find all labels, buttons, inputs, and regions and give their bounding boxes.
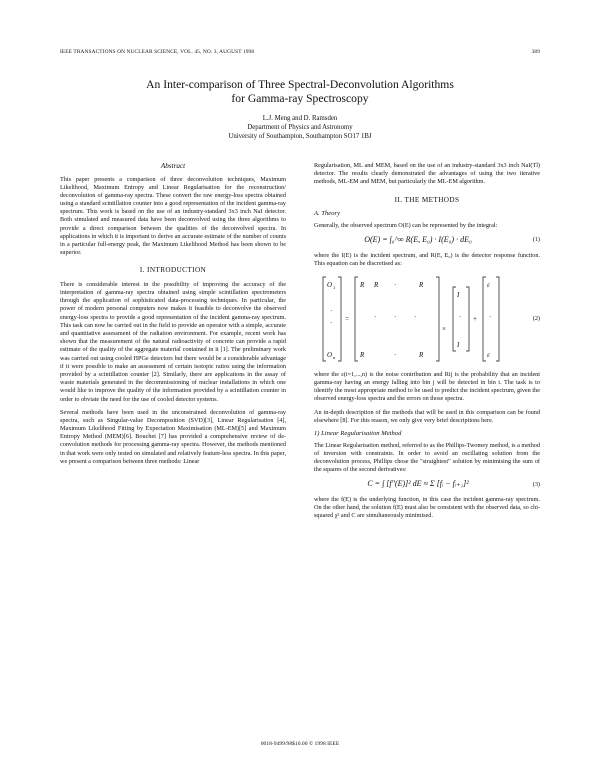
title-line-2: for Gamma-ray Spectroscopy xyxy=(231,92,369,106)
r-n1: R xyxy=(360,350,365,359)
plus-sign: + xyxy=(473,314,477,323)
equation-3-body: C = ∫ [f″(E)]² dE ≈ Σ [fᵢ − fᵢ₊₁]² xyxy=(367,479,469,489)
right-column xyxy=(314,162,540,526)
author-university: University of Southampton, Southampton SO17 1BJ xyxy=(228,133,372,141)
r-rown-dots: · xyxy=(394,350,397,359)
author-names: L.J. Meng and D. Ramsden xyxy=(262,115,338,122)
equation-3-number: (3) xyxy=(532,480,540,488)
i-last: I xyxy=(457,340,460,349)
methods-paragraph-3: where the ε(i=1,...,n) is the noise contribution and Rij is the probability that an incident gamma-ray having an energy falling into bin j will be detected in bin i. The task is to identify the most appropriate method to be used to predict the incident spectrum, given the observed energy-loss spectra and the errors on those spectra. xyxy=(314,370,540,403)
equation-1 xyxy=(314,235,540,246)
theory-subheading: A. Theory xyxy=(314,210,341,218)
r-12: R xyxy=(374,280,379,289)
r-11: R xyxy=(360,280,365,289)
matrix-equation-graphic xyxy=(314,273,522,365)
introduction-paragraph-1: There is considerable interest in the possibility of improving the accuracy of the interpretation of gamma-ray spectra obtained using simple scintillation spectrometers through the application of sophisticated data-processing techniques. In particular, the power of modern personal computers now makes it feasible to deconvolve the observed energy-loss spectra to provide a good representation of the incident gamma-ray spectrum. This task can now be carried out in the field to provide an operator with a simple, accurate and quantitative assessment of the radiation environment. For example, recent work has shown that the measurement of the natural radioactivity of concrete can provide a rapid estimate of the quality of the aggregate material contained in it [1]. The preliminary work was carried out using cooled HPGe detectors but there would be a considerable advantage if it were possible to make an assessment of certain isotopic ratios using the information provided by a scintillation counter [2]. Similarly, there are applications in the assay of waste materials generated in the decommissioning of nuclear installations in which one would like to improve the quality of the information provided by a scintillation counter in order to obviate the need for the use of cooled detector systems. xyxy=(60,280,286,403)
o-dots-2: · xyxy=(330,318,333,327)
introduction-paragraph-2: Several methods have been used in the unconstrained deconvolution of gamma-ray spectra, such as Singular-value Decomposition (SVD)[3], Linear Regularisation [4], Maximum Likelihood Fitting by Expectation Maximisation (ML-EM)[5] and Maximum Entropy Method (MEM)[6]. Bouchet [7] has provided a comprehensive review of de-convolution methods for processing gamma-ray spectra. However, the methods mentioned in that work were only tested on simulated and relatively feature-less spectra. In this paper, we present a comparison between three methods: Linear xyxy=(60,408,286,465)
r-1m: R xyxy=(419,280,424,289)
e-first: ε xyxy=(487,280,490,289)
journal-name: IEEE TRANSACTIONS ON NUCLEAR SCIENCE, VOL. 45, NO. 3, AUGUST 1998 xyxy=(60,49,255,55)
methods-paragraph-1: Generally, the observed spectrum O(E) can be represented by the integral: xyxy=(314,221,498,229)
copyright-footer: 0018-9499/98$10.00 © 1998 IEEE xyxy=(260,741,340,747)
e-last: ε xyxy=(487,350,490,359)
methods-paragraph-2: where the I(E) is the incident spectrum, and R(E, E₀) is the detector response function. This equation can be discretised as: xyxy=(314,251,540,267)
r-mid-dots-2: · xyxy=(394,312,397,321)
page-number: 389 xyxy=(531,49,540,55)
e-dots: · xyxy=(489,312,492,321)
r-nm: R xyxy=(419,350,424,359)
i-dots: · xyxy=(459,312,462,321)
linear-regularisation-subheading: 1) Linear Regularisation Method xyxy=(314,430,402,437)
methods-paragraph-4: An in-depth description of the methods that will be used in this comparison can be found elsewhere [8]. For this reason, we only give very brief descriptions here. xyxy=(314,408,540,424)
o-last: O xyxy=(327,350,333,359)
o-dots-1: · xyxy=(330,306,333,315)
methods-heading: II. THE METHODS xyxy=(394,195,460,204)
o-first-sub: 1 xyxy=(333,284,336,290)
running-header xyxy=(60,49,540,56)
author-department: Department of Physics and Astronomy xyxy=(247,124,353,132)
r-mid-dots-1: · xyxy=(374,312,377,321)
introduction-continuation: Regularisation, ML and MEM, based on the use of an industry-standard 3x3 inch NaI(Tl) detector. The results clearly demonstrated the advantages of using the two iterative methods, ML-EM and MEM, but particularly the ML-EM algorithm. xyxy=(314,162,540,186)
abstract-text: This paper presents a comparison of three deconvolution techniques, Maximum Likelihood, Maximum Entropy and Linear Regularisation for the reconstruction/ deconvolution of gamma-ray spectra. These convert the raw energy-loss spectra obtained using a standard scintillation counter into a good representation of the incident gamma-ray spectrum. This work is based on the use of an industry-standard 3x3 inch NaI detector. Both simulated and measured data have been deconvolved using the three algorithms to provide a direct comparison between the qualities of the deconvolved spectra. In applications in which it is important to derive an accurate estimate of the number of counts in a particular full-energy peak, the Maximum Likelihood Method has been shown to be superior. xyxy=(60,175,286,257)
left-column xyxy=(60,162,286,471)
equation-2-number: (2) xyxy=(532,314,540,322)
author-block xyxy=(0,114,600,142)
paper-title xyxy=(0,78,600,107)
r-row1-dots: · xyxy=(394,280,397,289)
i-first: I xyxy=(457,290,460,299)
introduction-heading: I. INTRODUCTION xyxy=(139,266,207,275)
title-line-1: An Inter-comparison of Three Spectral-Deconvolution Algorithms xyxy=(146,78,454,91)
r-mid-dots-3: · xyxy=(414,312,417,321)
o-first: O xyxy=(327,280,333,289)
times-sign: × xyxy=(442,324,446,333)
o-last-sub: n xyxy=(333,354,336,360)
equation-3 xyxy=(314,479,540,490)
equation-1-body: O(E) = ∫₀^∞ R(E, E₀) · I(E₀) · dE₀ xyxy=(364,234,472,244)
abstract-heading: Abstract xyxy=(160,162,186,170)
equation-1-number: (1) xyxy=(532,236,540,244)
svg-text:=: = xyxy=(345,314,349,323)
methods-paragraph-5: The Linear Regularisation method, referred to as the Phillips-Twomey method, is a method of inversion with constraints. In order to avoid an oscillating solution from the deconvolution process, Phillips chose the "straightest" solution by minimising the sum of the squares of the second derivatives: xyxy=(314,441,540,474)
methods-paragraph-6: where the f(E) is the underlying function, in this case the incident gamma-ray spectrum. On the other hand, the solution f(E) must also be consistent with the observed data, so chi-squared χ² and C are simultaneously minimised. xyxy=(314,496,540,520)
equation-2 xyxy=(314,273,540,365)
